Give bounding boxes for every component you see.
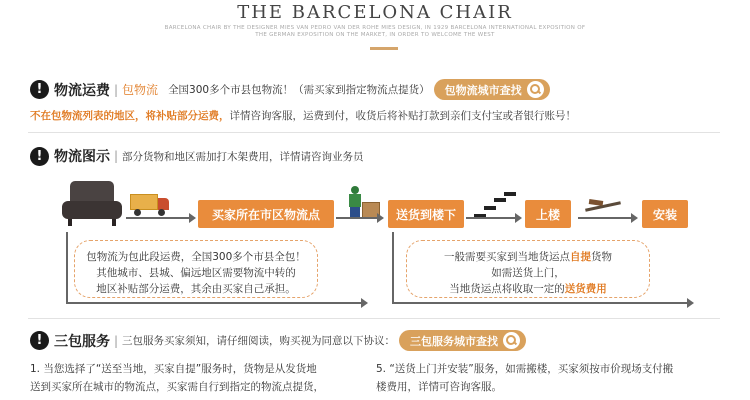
header-subtitle-line1: BARCELONA CHAIR BY THE DESIGNER MIES VAN PEDRO VAN DER ROHE MIES DESIGN, IN 1929 BARCELONA INTERNATIONAL EXPOSITION OF: [164, 25, 586, 31]
bracket-line: [66, 232, 68, 304]
included-segment-note: [74, 240, 318, 298]
separator: |: [114, 82, 119, 97]
bracket-arrow: [392, 302, 692, 304]
flow-arrow: [466, 217, 520, 219]
search-icon: [503, 332, 520, 349]
logistics-diagram-subtitle: 部分货物和地区需加打木架费用，详情请咨询业务员: [122, 150, 364, 163]
separator: |: [114, 149, 119, 163]
item-line: 5. “送货上门并安装”服务，如需搬楼，买家须按市价现场支付搬: [376, 363, 674, 375]
warranty-header: [30, 330, 526, 351]
note-line: [407, 249, 649, 265]
item-line: 楼费用，详情可咨询客服。: [376, 381, 502, 393]
header-accent-bar: [370, 47, 398, 50]
search-icon: [527, 81, 544, 98]
logistics-fee-text: 全国300多个市县包物流！（需买家到指定物流点提货）: [168, 84, 430, 96]
divider: [28, 132, 720, 133]
tools-icon: [585, 200, 625, 214]
note-text: 当地货运点将收取一定的: [449, 283, 565, 295]
warranty-subtitle: 三包服务买家须知，请仔细阅读，购买视为同意以下协议：: [122, 335, 396, 347]
logistics-fee-header: [30, 79, 550, 100]
step-city-logistics-point: 买家所在市区物流点: [198, 200, 334, 228]
exclamation-icon: !: [30, 331, 49, 350]
note-text: 一般需要买家到当地货运点: [444, 251, 570, 263]
note-line: 如需送货上门，: [491, 267, 565, 279]
flow-arrow: [336, 217, 382, 219]
warranty-title: 三包服务: [54, 333, 110, 350]
self-pickup-note: [406, 240, 650, 298]
logistics-diagram-title: 物流图示: [54, 149, 110, 165]
logistics-diagram-header: [30, 146, 364, 166]
note-text: 货物: [591, 251, 612, 263]
step-install: 安装: [642, 200, 688, 228]
note-rest: 详情咨询客服，运费到付，收货后将补贴打款到亲们支付宝或者银行账号！: [229, 110, 576, 122]
logistics-city-search-button[interactable]: [434, 79, 550, 100]
sofa-icon: [62, 181, 122, 226]
page-title: THE BARCELONA CHAIR: [237, 2, 513, 23]
divider: [28, 318, 720, 319]
logistics-city-search-label: 包物流城市查找: [444, 83, 522, 97]
note-highlight: 不在包物流列表的地区，将补贴部分运费，: [30, 110, 230, 122]
warranty-item-5: [376, 360, 726, 396]
stairs-icon: [474, 192, 516, 218]
warranty-item-1: [30, 360, 370, 396]
warranty-city-search-button[interactable]: [399, 330, 526, 351]
logistics-tag: 包物流: [122, 83, 159, 97]
item-line: 送到买家所在城市的物流点，买家需自行到指定的物流点提货，: [30, 381, 324, 393]
note-line: [407, 281, 649, 297]
item-line: 1. 当您选择了“送至当地，买家自提”服务时，货物是从发货地: [30, 363, 317, 375]
logistics-fee-title: 物流运费: [54, 82, 110, 99]
exclamation-icon: !: [30, 147, 49, 166]
warranty-city-search-label: 三包服务城市查找: [410, 334, 499, 348]
truck-icon: [130, 194, 170, 216]
bracket-arrow: [66, 302, 366, 304]
bracket-line: [392, 232, 394, 304]
note-line: 地区补贴部分运费，其余由买家自己承担。: [96, 283, 296, 295]
header-subtitle-line2: THE GERMAN EXPOSITION ON THE MARKET, IN ORDER TO WELCOME THE WEST: [255, 32, 495, 38]
exclamation-icon: !: [30, 80, 49, 99]
note-highlight: 送货费用: [564, 283, 607, 295]
note-line: 包物流为包此段运费，全国300多个市县全包！: [86, 251, 306, 263]
logistics-fee-note: [30, 108, 576, 123]
step-deliver-downstairs: 送货到楼下: [388, 200, 464, 228]
note-highlight: 自提: [570, 251, 591, 263]
note-line: 其他城市、县城、偏远地区需要物流中转的: [96, 267, 296, 279]
step-upstairs: 上楼: [525, 200, 571, 228]
flow-arrow: [126, 217, 194, 219]
flow-arrow: [578, 217, 636, 219]
separator: |: [114, 333, 119, 348]
